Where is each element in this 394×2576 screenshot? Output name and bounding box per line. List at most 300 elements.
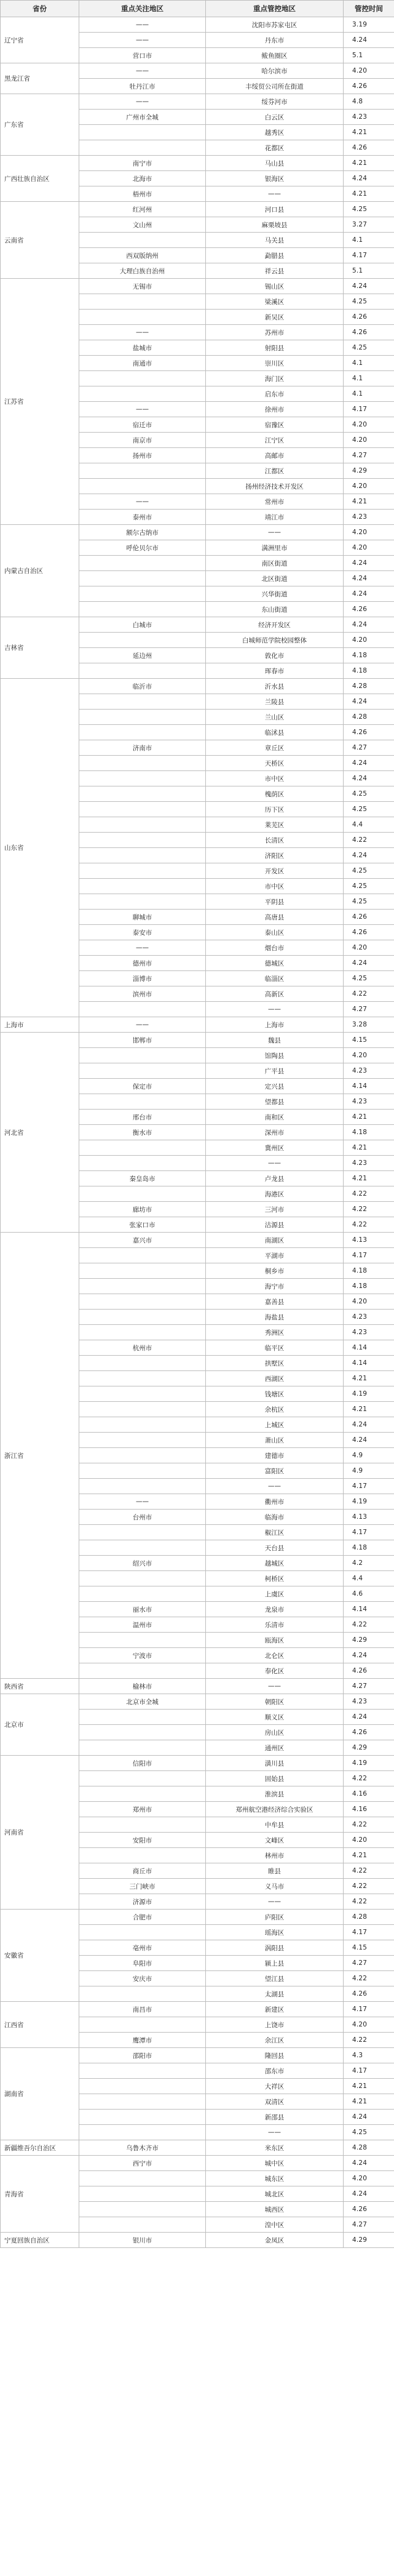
city-cell: 榆林市: [79, 1679, 206, 1694]
city-cell: [79, 1448, 206, 1463]
city-cell: 无锡市: [79, 279, 206, 294]
control-time-cell: 4.28: [344, 1910, 394, 1925]
city-cell: [79, 1786, 206, 1802]
control-time-cell: 4.17: [344, 2063, 394, 2079]
city-cell: [79, 1463, 206, 1479]
control-time-cell: 4.27: [344, 740, 394, 756]
city-cell: [79, 1094, 206, 1110]
control-time-cell: 4.18: [344, 648, 394, 663]
control-time-cell: 4.3: [344, 2048, 394, 2063]
table-body: [1, 17, 394, 2248]
control-area-cell: 越秀区: [206, 125, 344, 140]
control-area-cell: 扬州经济技术开发区: [206, 479, 344, 494]
table-row: [1, 17, 394, 33]
control-area-cell: 柯桥区: [206, 1571, 344, 1586]
control-time-cell: 4.17: [344, 2002, 394, 2017]
control-time-cell: 4.14: [344, 1602, 394, 1617]
control-time-cell: 4.4: [344, 817, 394, 833]
city-cell: [79, 1156, 206, 1171]
table-row: [1, 94, 394, 110]
city-cell: 温州市: [79, 1617, 206, 1633]
city-cell: [79, 556, 206, 571]
control-area-cell: 市中区: [206, 879, 344, 894]
control-time-cell: 4.20: [344, 2017, 394, 2033]
city-cell: [79, 1986, 206, 2002]
control-time-cell: 3.28: [344, 1017, 394, 1033]
province-cell: 新疆维吾尔自治区: [1, 2140, 79, 2156]
control-time-cell: 4.21: [344, 1402, 394, 1417]
city-cell: 邵阳市: [79, 2048, 206, 2063]
control-area-cell: 睢县: [206, 1863, 344, 1879]
city-cell: [79, 233, 206, 248]
city-cell: 三门峡市: [79, 1879, 206, 1894]
control-time-cell: 4.22: [344, 1617, 394, 1633]
control-area-cell: ——: [206, 1679, 344, 1694]
city-cell: [79, 586, 206, 602]
city-cell: 泰安市: [79, 925, 206, 940]
control-time-cell: 4.24: [344, 617, 394, 633]
control-area-cell: 珲春市: [206, 663, 344, 679]
control-area-cell: 江宁区: [206, 433, 344, 448]
control-time-cell: 4.1: [344, 233, 394, 248]
control-time-cell: 4.27: [344, 2217, 394, 2233]
city-cell: ——: [79, 63, 206, 79]
city-cell: 南通市: [79, 356, 206, 371]
control-area-cell: 临海市: [206, 1510, 344, 1525]
control-area-cell: 太湖县: [206, 1986, 344, 2002]
city-cell: [79, 140, 206, 156]
control-time-cell: 4.13: [344, 1510, 394, 1525]
table-row: [1, 2156, 394, 2171]
city-cell: 红河州: [79, 202, 206, 217]
header-control-time: 管控时间: [344, 1, 394, 17]
control-time-cell: 4.8: [344, 94, 394, 110]
city-cell: 衡水市: [79, 1125, 206, 1140]
control-area-cell: 金凤区: [206, 2233, 344, 2248]
city-cell: 合肥市: [79, 1910, 206, 1925]
control-area-cell: 临沭县: [206, 725, 344, 740]
control-area-cell: 梁溪区: [206, 294, 344, 310]
control-area-cell: 海宁市: [206, 1279, 344, 1294]
control-area-cell: 余江区: [206, 2033, 344, 2048]
header-focus-area: 重点关注地区: [79, 1, 206, 17]
control-time-cell: 4.23: [344, 110, 394, 125]
control-time-cell: 4.1: [344, 386, 394, 402]
control-time-cell: 4.22: [344, 1186, 394, 1202]
control-area-cell: 瓯海区: [206, 1633, 344, 1648]
city-cell: 济南市: [79, 740, 206, 756]
control-area-cell: 拱墅区: [206, 1356, 344, 1371]
control-area-cell: 通州区: [206, 1740, 344, 1756]
city-cell: 邢台市: [79, 1110, 206, 1125]
city-cell: [79, 1817, 206, 1833]
control-time-cell: 4.26: [344, 1725, 394, 1740]
control-area-cell: 颍上县: [206, 1956, 344, 1971]
province-cell: 河南省: [1, 1756, 79, 1910]
control-time-cell: 4.16: [344, 1802, 394, 1817]
control-area-cell: ——: [206, 2125, 344, 2140]
control-time-cell: 4.27: [344, 448, 394, 463]
city-cell: [79, 1633, 206, 1648]
control-area-cell: 城西区: [206, 2202, 344, 2217]
control-time-cell: 4.22: [344, 986, 394, 1002]
city-cell: 大理白族自治州: [79, 263, 206, 279]
city-cell: [79, 1525, 206, 1540]
control-area-cell: 锡山区: [206, 279, 344, 294]
city-cell: 额尔古纳市: [79, 525, 206, 540]
control-area-cell: 西湖区: [206, 1371, 344, 1386]
province-cell: 安徽省: [1, 1910, 79, 2002]
city-cell: [79, 1386, 206, 1402]
city-cell: 宁波市: [79, 1648, 206, 1663]
control-area-cell: 双清区: [206, 2094, 344, 2110]
control-area-cell: 萧山区: [206, 1433, 344, 1448]
city-cell: [79, 756, 206, 771]
table-row: [1, 156, 394, 171]
control-area-cell: ——: [206, 1002, 344, 1017]
control-time-cell: 4.29: [344, 2233, 394, 2248]
table-row: [1, 679, 394, 694]
control-time-cell: 4.24: [344, 586, 394, 602]
control-area-cell: 满洲里市: [206, 540, 344, 556]
control-time-cell: 4.26: [344, 602, 394, 617]
control-time-cell: 4.21: [344, 2079, 394, 2094]
province-cell: 浙江省: [1, 1233, 79, 1679]
control-time-cell: 4.15: [344, 1940, 394, 1956]
city-cell: [79, 1402, 206, 1417]
control-time-cell: 4.24: [344, 2186, 394, 2202]
table-row: [1, 1017, 394, 1033]
city-cell: ——: [79, 1017, 206, 1033]
control-time-cell: 4.22: [344, 1863, 394, 1879]
control-area-cell: 南区街道: [206, 556, 344, 571]
control-time-cell: 4.25: [344, 2125, 394, 2140]
city-cell: [79, 2079, 206, 2094]
control-time-cell: 4.21: [344, 1171, 394, 1186]
control-area-cell: 花都区: [206, 140, 344, 156]
city-cell: 盐城市: [79, 340, 206, 356]
city-cell: 丽水市: [79, 1602, 206, 1617]
province-cell: 云南省: [1, 202, 79, 279]
city-cell: [79, 2125, 206, 2140]
control-time-cell: 4.14: [344, 1340, 394, 1356]
control-time-cell: 4.24: [344, 571, 394, 586]
city-cell: 西宁市: [79, 2156, 206, 2171]
control-time-cell: 4.26: [344, 1663, 394, 1679]
control-time-cell: 4.21: [344, 186, 394, 202]
city-cell: 安阳市: [79, 1833, 206, 1848]
table-row: [1, 1233, 394, 1248]
city-cell: [79, 1048, 206, 1063]
control-area-cell: 市中区: [206, 771, 344, 786]
control-time-cell: 4.24: [344, 556, 394, 571]
control-time-cell: 4.20: [344, 63, 394, 79]
control-area-cell: 邵东市: [206, 2063, 344, 2079]
control-area-cell: 嘉善县: [206, 1294, 344, 1310]
city-cell: [79, 694, 206, 710]
control-area-cell: 龙泉市: [206, 1602, 344, 1617]
city-cell: [79, 1248, 206, 1263]
control-time-cell: 4.18: [344, 1279, 394, 1294]
city-cell: 广州市全城: [79, 110, 206, 125]
city-cell: [79, 2094, 206, 2110]
city-cell: [79, 2202, 206, 2217]
city-cell: 滨州市: [79, 986, 206, 1002]
control-time-cell: 4.14: [344, 1356, 394, 1371]
control-area-cell: 天台县: [206, 1540, 344, 1556]
control-area-cell: 望都县: [206, 1094, 344, 1110]
province-cell: 吉林省: [1, 617, 79, 679]
control-area-cell: 余杭区: [206, 1402, 344, 1417]
control-area-cell: 上海市: [206, 1017, 344, 1033]
table-row: [1, 1679, 394, 1694]
city-cell: 南昌市: [79, 2002, 206, 2017]
city-cell: 扬州市: [79, 448, 206, 463]
control-time-cell: 4.16: [344, 1786, 394, 1802]
city-cell: [79, 2110, 206, 2125]
control-time-cell: 4.23: [344, 510, 394, 525]
table-row: [1, 202, 394, 217]
control-area-cell: 建德市: [206, 1448, 344, 1463]
city-cell: 泰州市: [79, 510, 206, 525]
table-row: [1, 279, 394, 294]
province-cell: 上海市: [1, 1017, 79, 1033]
city-cell: 西双版纳州: [79, 248, 206, 263]
table-row: [1, 2002, 394, 2017]
city-cell: [79, 371, 206, 386]
control-area-cell: 富阳区: [206, 1463, 344, 1479]
city-cell: [79, 633, 206, 648]
city-cell: 邯郸市: [79, 1033, 206, 1048]
province-cell: 山东省: [1, 679, 79, 1017]
city-cell: [79, 1263, 206, 1279]
city-cell: [79, 848, 206, 863]
control-area-cell: 北仑区: [206, 1648, 344, 1663]
city-cell: 杭州市: [79, 1340, 206, 1356]
control-time-cell: 4.21: [344, 1110, 394, 1125]
control-area-cell: 江都区: [206, 463, 344, 479]
control-area-cell: 南湖区: [206, 1233, 344, 1248]
control-time-cell: 4.23: [344, 1694, 394, 1710]
province-cell: 江苏省: [1, 279, 79, 525]
province-cell: 宁夏回族自治区: [1, 2233, 79, 2248]
control-area-cell: 兰陵县: [206, 694, 344, 710]
control-area-cell: 敦化市: [206, 648, 344, 663]
control-area-cell: 沈阳市苏家屯区: [206, 17, 344, 33]
city-cell: 济源市: [79, 1894, 206, 1910]
control-area-cell: 麻栗坡县: [206, 217, 344, 233]
city-cell: [79, 294, 206, 310]
control-time-cell: 4.25: [344, 786, 394, 802]
control-time-cell: 4.22: [344, 1771, 394, 1786]
control-time-cell: 4.24: [344, 279, 394, 294]
control-time-cell: 4.24: [344, 1710, 394, 1725]
city-cell: [79, 1479, 206, 1494]
control-time-cell: 4.23: [344, 1094, 394, 1110]
control-time-cell: 4.26: [344, 910, 394, 925]
control-area-cell: 长清区: [206, 833, 344, 848]
control-area-cell: 临平区: [206, 1340, 344, 1356]
control-area-cell: 米东区: [206, 2140, 344, 2156]
city-cell: [79, 479, 206, 494]
control-time-cell: 4.29: [344, 1633, 394, 1648]
city-cell: [79, 802, 206, 817]
control-time-cell: 4.18: [344, 1540, 394, 1556]
control-area-cell: 上饶市: [206, 2017, 344, 2033]
control-time-cell: 4.22: [344, 1879, 394, 1894]
control-time-cell: 4.21: [344, 125, 394, 140]
header-province: 省份: [1, 1, 79, 17]
city-cell: [79, 1063, 206, 1079]
province-cell: 广西壮族自治区: [1, 156, 79, 202]
table-row: [1, 2140, 394, 2156]
city-cell: [79, 663, 206, 679]
control-time-cell: 4.24: [344, 1417, 394, 1433]
control-area-cell: 高唐县: [206, 910, 344, 925]
table-row: [1, 1756, 394, 1771]
city-cell: [79, 463, 206, 479]
control-time-cell: 4.18: [344, 663, 394, 679]
control-area-cell: 莱芜区: [206, 817, 344, 833]
control-area-cell: 大祥区: [206, 2079, 344, 2094]
control-area-cell: 海盐县: [206, 1310, 344, 1325]
control-time-cell: 4.1: [344, 371, 394, 386]
city-cell: [79, 1186, 206, 1202]
control-area-cell: 湟中区: [206, 2217, 344, 2233]
control-area-cell: 靖江市: [206, 510, 344, 525]
city-cell: 银川市: [79, 2233, 206, 2248]
control-area-cell: ——: [206, 186, 344, 202]
control-time-cell: 4.4: [344, 1571, 394, 1586]
control-area-cell: 冀州区: [206, 1140, 344, 1156]
control-area-cell: 高邮市: [206, 448, 344, 463]
control-area-cell: 深州市: [206, 1125, 344, 1140]
table-row: [1, 2048, 394, 2063]
city-cell: 白城市: [79, 617, 206, 633]
control-time-cell: 4.26: [344, 1986, 394, 2002]
control-area-cell: 平湖市: [206, 1248, 344, 1263]
control-area-cell: 启东市: [206, 386, 344, 402]
control-area-cell: 淮滨县: [206, 1786, 344, 1802]
control-time-cell: 4.24: [344, 756, 394, 771]
control-area-cell: 济阳区: [206, 848, 344, 863]
control-time-cell: 4.24: [344, 2110, 394, 2125]
control-area-cell: 常州市: [206, 494, 344, 510]
control-time-cell: 4.15: [344, 1033, 394, 1048]
control-area-cell: ——: [206, 1894, 344, 1910]
control-time-cell: 4.20: [344, 633, 394, 648]
city-cell: [79, 1371, 206, 1386]
city-cell: ——: [79, 940, 206, 956]
city-cell: [79, 710, 206, 725]
control-time-cell: 4.27: [344, 1002, 394, 1017]
control-time-cell: 4.19: [344, 1494, 394, 1510]
control-time-cell: 4.18: [344, 1263, 394, 1279]
city-cell: [79, 1663, 206, 1679]
control-area-cell: 潢川县: [206, 1756, 344, 1771]
control-time-cell: 4.22: [344, 1202, 394, 1217]
control-area-cell: 兴华街道: [206, 586, 344, 602]
table-row: [1, 617, 394, 633]
control-time-cell: 4.23: [344, 1325, 394, 1340]
control-time-cell: 4.9: [344, 1448, 394, 1463]
control-area-cell: 乐清市: [206, 1617, 344, 1633]
control-time-cell: 4.25: [344, 879, 394, 894]
province-cell: 江西省: [1, 2002, 79, 2048]
city-cell: ——: [79, 325, 206, 340]
control-area-cell: 瑶海区: [206, 1925, 344, 1940]
control-area-cell: 衢州市: [206, 1494, 344, 1510]
control-area-cell: 马山县: [206, 156, 344, 171]
control-area-cell: 庐阳区: [206, 1910, 344, 1925]
control-time-cell: 4.22: [344, 833, 394, 848]
city-cell: ——: [79, 17, 206, 33]
control-area-cell: 城中区: [206, 2156, 344, 2171]
city-cell: [79, 1356, 206, 1371]
control-time-cell: 4.26: [344, 140, 394, 156]
city-cell: 廊坊市: [79, 1202, 206, 1217]
province-cell: 内蒙古自治区: [1, 525, 79, 617]
control-area-cell: 沂水县: [206, 679, 344, 694]
city-cell: 北京市全城: [79, 1694, 206, 1710]
city-cell: [79, 1433, 206, 1448]
province-cell: 辽宁省: [1, 17, 79, 63]
city-cell: [79, 2017, 206, 2033]
province-cell: 湖南省: [1, 2048, 79, 2140]
city-cell: 亳州市: [79, 1940, 206, 1956]
control-time-cell: 4.26: [344, 310, 394, 325]
control-area-cell: 林州市: [206, 1848, 344, 1863]
province-cell: 黑龙江省: [1, 63, 79, 94]
control-time-cell: 4.18: [344, 1125, 394, 1140]
control-time-cell: 4.20: [344, 433, 394, 448]
control-time-cell: 4.24: [344, 771, 394, 786]
control-area-cell: 射阳县: [206, 340, 344, 356]
city-cell: 乌鲁木齐市: [79, 2140, 206, 2156]
city-cell: 营口市: [79, 48, 206, 63]
control-area-cell: 涡阳县: [206, 1940, 344, 1956]
control-time-cell: 4.26: [344, 79, 394, 94]
control-area-cell: 鲅鱼圈区: [206, 48, 344, 63]
control-time-cell: 4.19: [344, 1756, 394, 1771]
city-cell: [79, 863, 206, 879]
control-time-cell: 4.24: [344, 956, 394, 971]
city-cell: 信阳市: [79, 1756, 206, 1771]
control-area-cell: 上城区: [206, 1417, 344, 1433]
control-time-cell: 4.25: [344, 340, 394, 356]
city-cell: [79, 1925, 206, 1940]
control-area-cell: 兰山区: [206, 710, 344, 725]
control-time-cell: 4.29: [344, 1740, 394, 1756]
city-cell: [79, 1140, 206, 1156]
control-area-cell: 卢龙县: [206, 1171, 344, 1186]
control-time-cell: 4.2: [344, 1556, 394, 1571]
control-area-cell: 宿豫区: [206, 417, 344, 433]
control-time-cell: 4.6: [344, 1586, 394, 1602]
city-cell: [79, 725, 206, 740]
control-area-cell: 新吴区: [206, 310, 344, 325]
control-time-cell: 4.24: [344, 848, 394, 863]
control-time-cell: 4.17: [344, 1248, 394, 1263]
control-area-cell: 顺义区: [206, 1710, 344, 1725]
city-cell: [79, 879, 206, 894]
control-area-cell: 苏州市: [206, 325, 344, 340]
control-area-cell: 中牟县: [206, 1817, 344, 1833]
control-area-cell: 马关县: [206, 233, 344, 248]
control-time-cell: 4.19: [344, 1386, 394, 1402]
control-time-cell: 4.24: [344, 171, 394, 186]
city-cell: ——: [79, 1494, 206, 1510]
